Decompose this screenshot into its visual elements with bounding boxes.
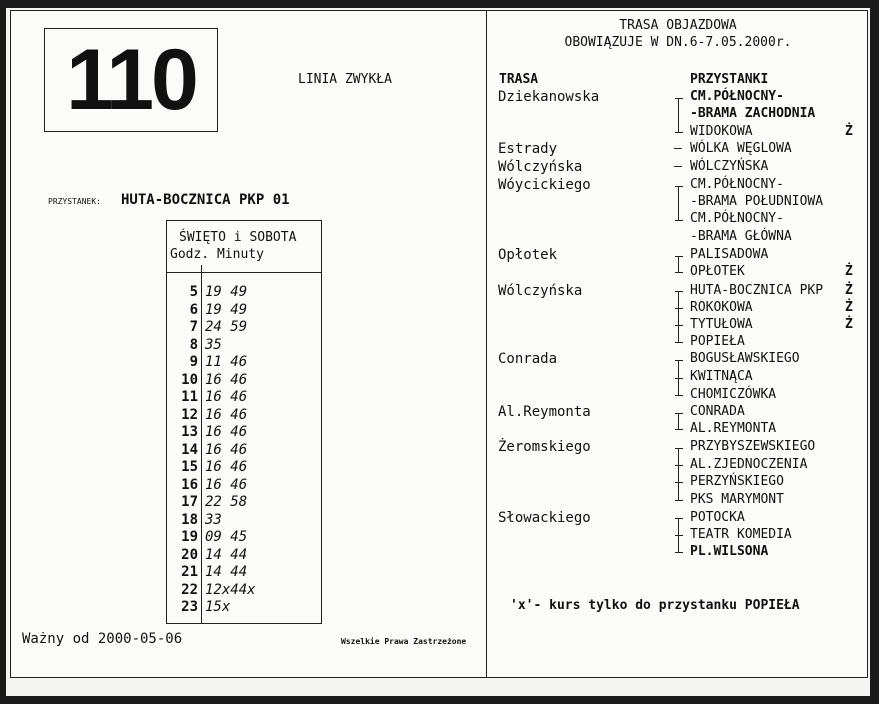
table-row xyxy=(167,406,317,424)
valid-from: Ważny od 2000-05-06 xyxy=(22,631,183,647)
minutes: 16 46 xyxy=(205,406,248,423)
line-number-box xyxy=(44,28,218,132)
table-row xyxy=(167,511,317,529)
stop-name: -BRAMA GŁÓWNA xyxy=(690,229,792,244)
stop-name: PERZYŃSKIEGO xyxy=(690,474,784,489)
stop-name: CM.PÓŁNOCNY- xyxy=(690,89,784,104)
street-name: Wólczyńska xyxy=(498,283,583,299)
line-number: 110 xyxy=(66,32,196,128)
hour: 23 xyxy=(181,599,198,615)
minutes: 22 58 xyxy=(205,494,248,510)
route-bracket xyxy=(675,186,683,220)
table-row xyxy=(167,546,317,564)
stop-name: CHOMICZÓWKA xyxy=(690,387,777,402)
minutes: 33 xyxy=(205,511,222,528)
minutes: 16 46 xyxy=(205,389,248,405)
minutes: 09 45 xyxy=(205,529,248,545)
stop-name: PL.WILSONA xyxy=(690,544,769,559)
hour: 16 xyxy=(181,476,198,493)
minutes: 16 46 xyxy=(205,459,248,475)
table-row xyxy=(167,336,317,354)
hour: 9 xyxy=(189,354,198,370)
street-name: Dziekanowska xyxy=(498,89,600,105)
line-type: LINIA ZWYKŁA xyxy=(298,72,392,87)
detour-title: TRASA OBJAZDOWA xyxy=(619,18,737,33)
stop-name: PKS MARYMONT xyxy=(690,492,784,507)
street-name: Żeromskiego xyxy=(498,439,591,455)
departure-table xyxy=(166,220,322,624)
hour: 6 xyxy=(189,301,198,318)
stop-name: PRZYBYSZEWSKIEGO xyxy=(690,439,816,454)
minutes: 14 44 xyxy=(205,564,248,580)
street-name: Al.Reymonta xyxy=(498,404,591,420)
table-row xyxy=(167,476,317,494)
stop-name: -BRAMA ZACHODNIA xyxy=(690,106,816,121)
hour: 10 xyxy=(181,371,198,388)
detour-validity: OBOWIĄZUJE W DN.6-7.05.2000r. xyxy=(564,35,792,50)
hour: 8 xyxy=(189,336,198,353)
stop-name: AL.ZJEDNOCZENIA xyxy=(690,457,808,472)
stop-name: CONRADA xyxy=(690,404,745,419)
stop-name: CM.PÓŁNOCNY- xyxy=(690,177,784,192)
stop-name: WIDOKOWA xyxy=(690,124,753,139)
table-row xyxy=(167,301,317,319)
minutes: 35 xyxy=(205,336,222,353)
route-bracket xyxy=(675,98,683,132)
route-bracket xyxy=(675,291,683,342)
hour: 17 xyxy=(181,494,198,510)
hour: 12 xyxy=(181,406,198,423)
hour: 7 xyxy=(189,319,198,335)
route-header: TRASA xyxy=(499,72,539,87)
street-name: Estrady xyxy=(498,141,558,157)
table-row xyxy=(167,581,317,599)
stop-name: ROKOKOWA xyxy=(690,300,753,315)
table-row xyxy=(167,528,317,546)
stop-label: PRZYSTANEK: xyxy=(48,197,101,206)
departure-table-header xyxy=(167,221,321,273)
stop-name: TYTUŁOWA xyxy=(690,317,753,332)
hour: 19 xyxy=(181,529,198,545)
request-stop-mark: Ż xyxy=(845,283,853,298)
single-stop-dash: – xyxy=(674,141,682,156)
table-row xyxy=(167,493,317,511)
table-row xyxy=(167,388,317,406)
stop-name: POPIEŁA xyxy=(690,334,745,349)
minutes: 24 59 xyxy=(205,319,248,335)
column-headers: Godz. Minuty xyxy=(170,247,264,262)
route-bracket xyxy=(675,256,683,272)
request-stop-mark: Ż xyxy=(845,317,853,332)
hour: 11 xyxy=(181,389,198,405)
minutes: 11 46 xyxy=(205,354,248,370)
hour: 21 xyxy=(181,564,198,580)
stop-name: BOGUSŁAWSKIEGO xyxy=(690,351,800,366)
minutes: 19 49 xyxy=(205,301,248,318)
stops-header: PRZYSTANKI xyxy=(690,72,769,87)
copyright-note: Wszelkie Prawa Zastrzeżone xyxy=(341,637,467,646)
table-row xyxy=(167,371,317,389)
table-row xyxy=(167,283,317,301)
request-stop-mark: Ż xyxy=(845,124,853,139)
hour: 5 xyxy=(189,284,198,300)
street-name: Opłotek xyxy=(498,247,558,263)
stop-name: HUTA-BOCZNICA PKP xyxy=(690,283,824,298)
street-name: Wóycickiego xyxy=(498,177,591,193)
minutes: 16 46 xyxy=(205,424,248,440)
stop-name: WÓLCZYŃSKA xyxy=(690,159,769,174)
route-bracket xyxy=(675,518,683,552)
table-row xyxy=(167,441,317,459)
route-bracket xyxy=(675,413,683,429)
column-divider xyxy=(486,10,487,678)
hour: 13 xyxy=(181,424,198,440)
day-type: ŚWIĘTO i SOBOTA xyxy=(179,230,297,245)
stop-name: OPŁOTEK xyxy=(690,264,745,279)
minutes: 14 44 xyxy=(205,546,248,563)
table-row xyxy=(167,563,317,581)
street-name: Conrada xyxy=(498,351,558,367)
footnote: 'x'- kurs tylko do przystanku POPIEŁA xyxy=(510,598,800,613)
stop-name: CM.PÓŁNOCNY- xyxy=(690,211,784,226)
table-row xyxy=(167,458,317,476)
minutes: 19 49 xyxy=(205,284,248,300)
table-row xyxy=(167,598,317,616)
request-stop-mark: Ż xyxy=(845,264,853,279)
hour: 18 xyxy=(181,511,198,528)
stop-name: WÓLKA WĘGLOWA xyxy=(690,141,792,156)
minutes: 16 46 xyxy=(205,371,248,388)
stop-name: PALISADOWA xyxy=(690,247,769,262)
stop-name: HUTA-BOCZNICA PKP 01 xyxy=(121,192,290,208)
hour: 15 xyxy=(181,459,198,475)
hour: 14 xyxy=(181,441,198,458)
stop-name: TEATR KOMEDIA xyxy=(690,527,792,542)
single-stop-dash: – xyxy=(674,159,682,174)
stop-name: KWITNĄCA xyxy=(690,369,753,384)
hour: 20 xyxy=(181,546,198,563)
minutes: 12x44x xyxy=(205,581,256,598)
route-bracket xyxy=(675,360,683,395)
request-stop-mark: Ż xyxy=(845,300,853,315)
stop-name: POTOCKA xyxy=(690,510,745,525)
minutes: 16 46 xyxy=(205,476,248,493)
stop-name: -BRAMA POŁUDNIOWA xyxy=(690,194,824,209)
street-name: Wólczyńska xyxy=(498,159,583,175)
route-bracket xyxy=(675,448,683,500)
table-row xyxy=(167,318,317,336)
stop-name: AL.REYMONTA xyxy=(690,421,777,436)
hour: 22 xyxy=(181,581,198,598)
table-row xyxy=(167,353,317,371)
street-name: Słowackiego xyxy=(498,510,591,526)
minutes: 15x xyxy=(205,599,231,615)
minutes: 16 46 xyxy=(205,441,248,458)
table-row xyxy=(167,423,317,441)
